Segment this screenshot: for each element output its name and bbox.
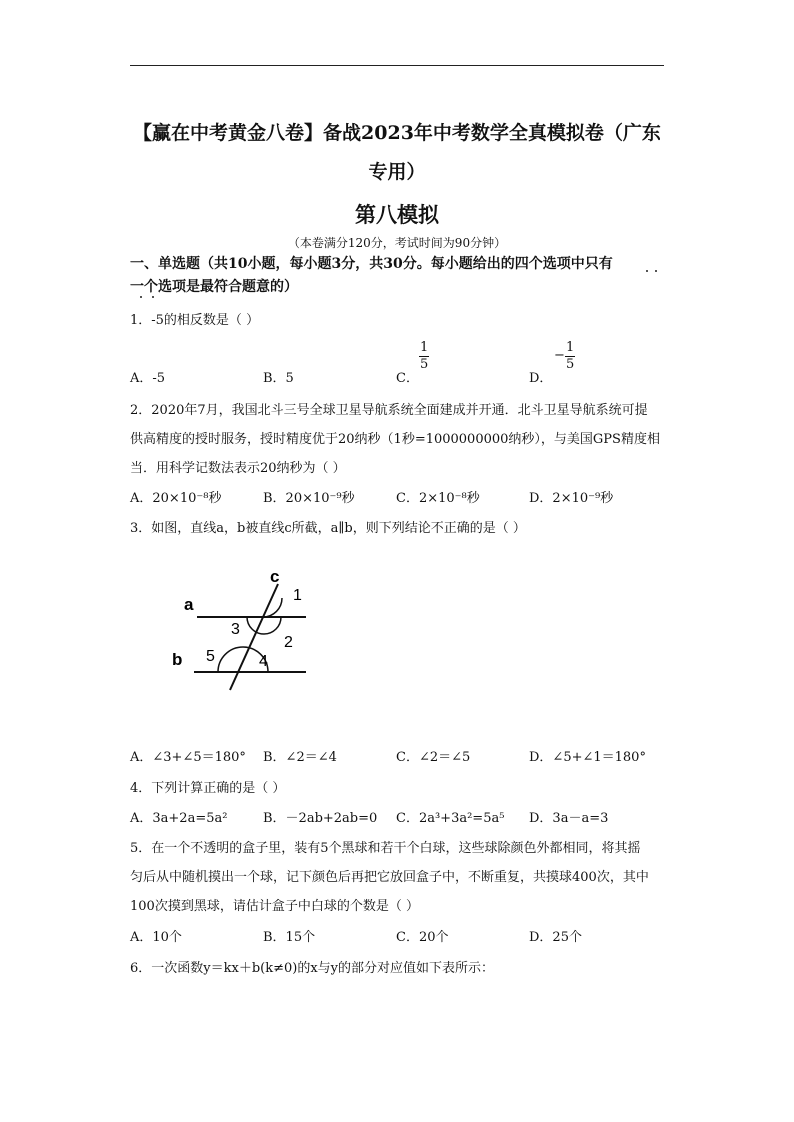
label-a: a <box>184 595 194 614</box>
q4-option-c: C．2a³+3a²=5a⁵ <box>396 811 505 826</box>
q4-stem: 4．下列计算正确的是（ ） <box>130 781 286 796</box>
q1-option-d-label: D． <box>529 371 553 386</box>
q3-parallel-lines-figure <box>170 568 315 698</box>
q2-option-c: C．2×10⁻⁸秒 <box>396 491 480 506</box>
q3-option-a: A．∠3+∠5＝180° <box>130 750 246 765</box>
q1-option-c-fraction <box>419 340 429 373</box>
q1-option-d-sign: − <box>554 348 565 363</box>
section1-heading-line1: 一、单选题（共10小题，每小题3分，共30分。每小题给出的四个选项中只有 <box>130 256 613 272</box>
q6-stem: 6．一次函数y＝kx＋b(k≠0)的x与y的部分对应值如下表所示： <box>130 961 495 976</box>
q1-option-d-fraction <box>565 340 575 373</box>
q1-stem: 1．-5的相反数是（ ） <box>130 313 260 328</box>
fraction-numerator: 1 <box>566 340 575 355</box>
stray-mark <box>655 270 657 272</box>
exam-title-line1: 【赢在中考黄金八卷】备战2023年中考数学全真模拟卷（广东 <box>133 122 661 144</box>
q2-option-b: B．20×10⁻⁹秒 <box>263 491 355 506</box>
fraction-denominator: 5 <box>420 357 429 372</box>
q5-line1: 5．在一个不透明的盒子里，装有5个黑球和若干个白球，这些球除颜色外都相同，将其摇 <box>130 841 641 856</box>
q5-option-c: C．20个 <box>396 930 449 945</box>
q4-option-a: A．3a+2a=5a² <box>130 811 228 826</box>
section1-heading-line2: 一个选项是最符合题意的） <box>130 279 298 295</box>
stray-mark <box>140 296 142 298</box>
label-2: 2 <box>284 634 293 651</box>
label-c: c <box>270 568 280 586</box>
stray-mark <box>152 296 154 298</box>
q3-stem: 3．如图，直线a，b被直线c所截，a∥b，则下列结论不正确的是（ ） <box>130 521 526 536</box>
fraction-numerator: 1 <box>420 340 429 355</box>
angle-arc-1 <box>263 598 282 617</box>
exam-subtitle: 第八模拟 <box>355 202 439 227</box>
q2-option-a: A．20×10⁻⁸秒 <box>130 491 222 506</box>
q5-line3: 100次摸到黑球，请估计盒子中白球的个数是（ ） <box>130 899 419 914</box>
exam-title-line2: 专用） <box>368 161 426 183</box>
q2-option-d: D．2×10⁻⁹秒 <box>529 491 614 506</box>
q5-line2: 匀后从中随机摸出一个球，记下颜色后再把它放回盒子中，不断重复，共摸球400次，其中 <box>130 870 649 885</box>
angle-arc-2-3 <box>247 617 281 634</box>
stray-mark <box>646 270 648 272</box>
q5-option-a: A．10个 <box>130 930 182 945</box>
q1-option-b: B．5 <box>263 371 294 386</box>
q4-option-b: B．－2ab+2ab=0 <box>263 811 378 826</box>
q5-option-d: D．25个 <box>529 930 582 945</box>
exam-info: （本卷满分120分，考试时间为90分钟） <box>287 236 507 250</box>
header-rule <box>130 65 664 66</box>
q3-option-b: B．∠2＝∠4 <box>263 750 337 765</box>
label-b: b <box>172 650 183 669</box>
q2-line3: 当．用科学记数法表示20纳秒为（ ） <box>130 461 346 476</box>
label-5: 5 <box>206 648 215 665</box>
label-1: 1 <box>293 587 302 604</box>
q3-option-d: D．∠5+∠1＝180° <box>529 750 646 765</box>
q2-line1: 2．2020年7月，我国北斗三号全球卫星导航系统全面建成并开通．北斗卫星导航系统可提 <box>130 403 648 418</box>
label-4: 4 <box>259 653 268 670</box>
q1-option-c-label: C． <box>396 371 419 386</box>
q3-option-c: C．∠2＝∠5 <box>396 750 471 765</box>
q1-option-a: A．-5 <box>130 371 166 386</box>
label-3: 3 <box>231 621 240 638</box>
q5-option-b: B．15个 <box>263 930 316 945</box>
fraction-denominator: 5 <box>566 357 575 372</box>
q4-option-d: D．3a－a=3 <box>529 811 609 826</box>
q2-line2: 供高精度的授时服务，授时精度优于20纳秒（1秒=1000000000纳秒），与美国GPS精度相 <box>130 432 660 447</box>
